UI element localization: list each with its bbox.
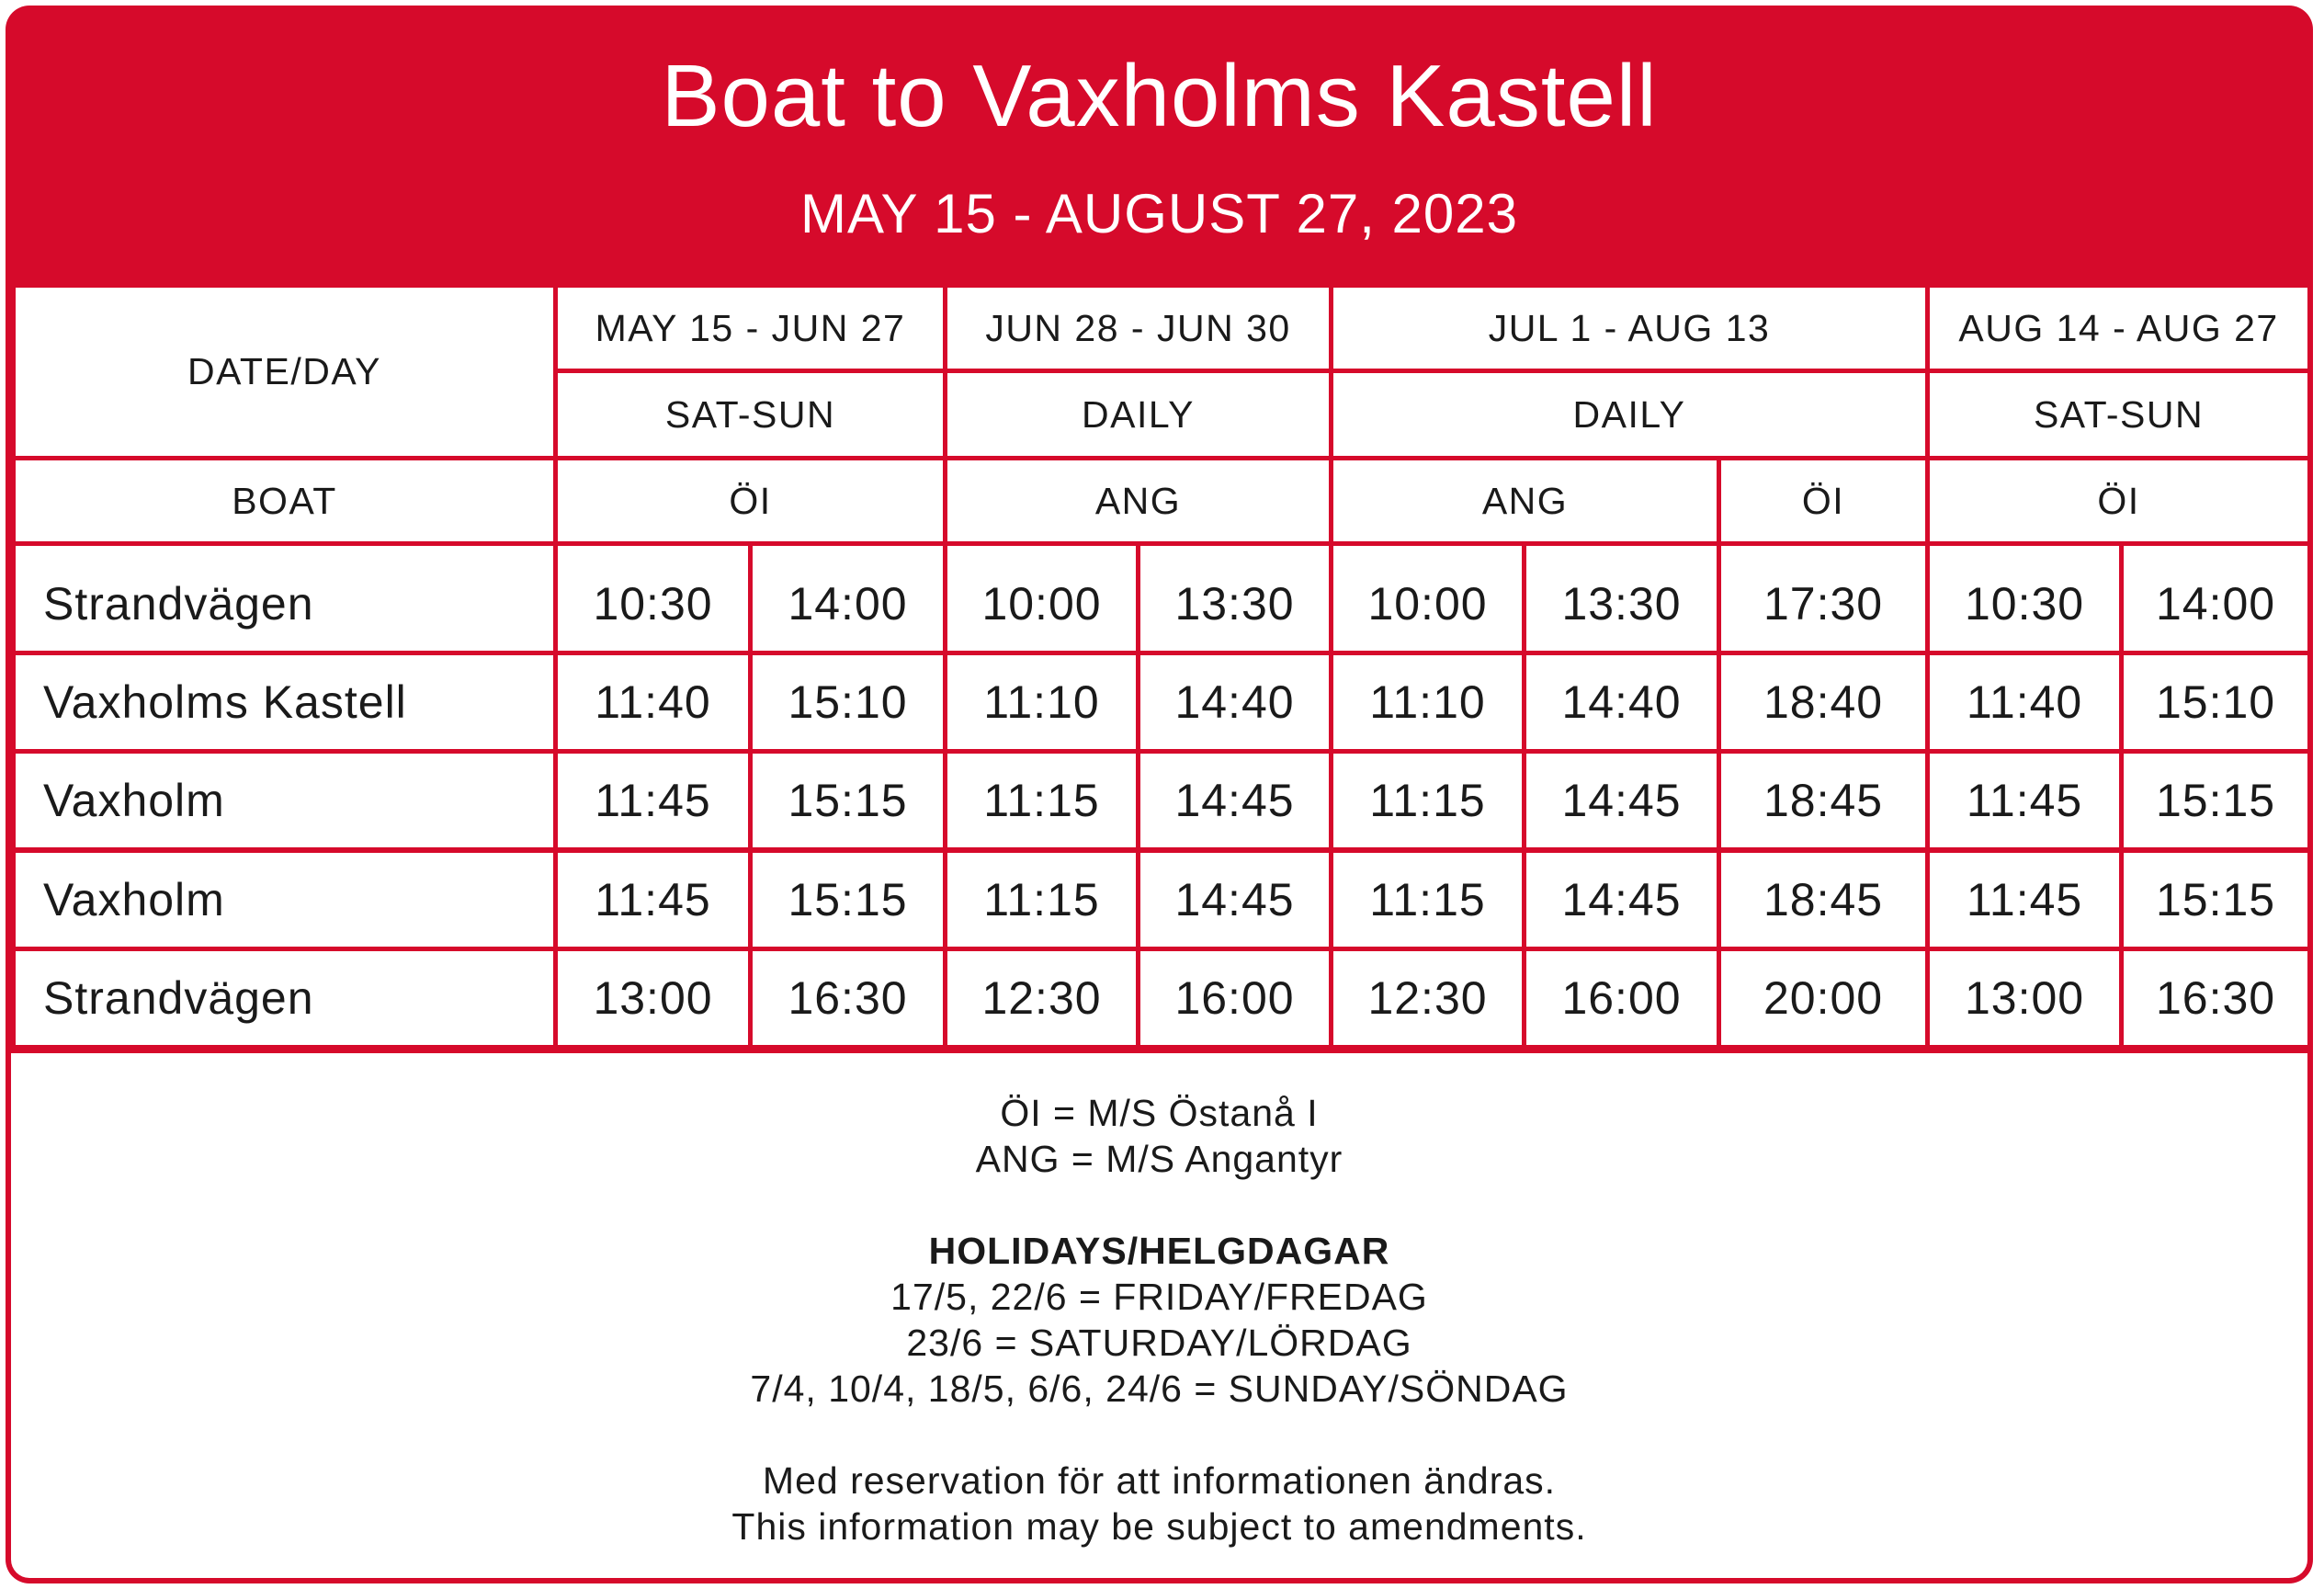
departure-time: 14:45	[1139, 850, 1332, 949]
departure-time: 15:10	[2122, 653, 2310, 752]
timetable-frame	[6, 6, 2313, 1583]
departure-time: 14:40	[1139, 653, 1332, 752]
period-header: MAY 15 - JUN 27	[556, 286, 946, 371]
footer-notes	[11, 1053, 2307, 1578]
departure-time: 11:10	[946, 653, 1139, 752]
departure-time: 17:30	[1719, 544, 1928, 653]
holiday-line: 7/4, 10/4, 18/5, 6/6, 24/6 = SUNDAY/SÖNDAG	[750, 1368, 1569, 1410]
departure-time: 10:30	[1928, 544, 2122, 653]
departure-time: 11:45	[1928, 752, 2122, 851]
departure-time: 11:10	[1332, 653, 1525, 752]
departure-time: 16:30	[751, 949, 946, 1048]
departure-time: 13:30	[1525, 544, 1719, 653]
boat-code: ANG	[946, 459, 1332, 544]
departure-time: 11:15	[1332, 752, 1525, 851]
page-title: Boat to Vaxholms Kastell	[661, 47, 1658, 145]
disclaimer-line: Med reservation för att informationen ändras.	[762, 1459, 1557, 1502]
stop-name: Vaxholm	[14, 850, 556, 949]
days-header: DAILY	[1332, 371, 1928, 459]
departure-time: 18:40	[1719, 653, 1928, 752]
period-header: JUN 28 - JUN 30	[946, 286, 1332, 371]
departure-time: 11:15	[1332, 850, 1525, 949]
departure-time: 15:15	[2122, 850, 2310, 949]
date-day-header: DATE/DAY	[14, 286, 556, 459]
departure-time: 11:15	[946, 850, 1139, 949]
boat-legend	[11, 1090, 2307, 1182]
timetable-row	[14, 850, 2310, 949]
boat-code: ANG	[1332, 459, 1719, 544]
disclaimer-line: This information may be subject to amendments.	[731, 1505, 1587, 1548]
departure-time: 18:45	[1719, 850, 1928, 949]
departure-time: 20:00	[1719, 949, 1928, 1048]
departure-time: 10:00	[946, 544, 1139, 653]
departure-time: 16:00	[1525, 949, 1719, 1048]
stop-name: Strandvägen	[14, 949, 556, 1048]
departure-time: 18:45	[1719, 752, 1928, 851]
departure-time: 14:45	[1139, 752, 1332, 851]
departure-time: 14:40	[1525, 653, 1719, 752]
date-range-subtitle: MAY 15 - AUGUST 27, 2023	[799, 183, 1519, 244]
boat-code: ÖI	[1928, 459, 2310, 544]
departure-time: 14:00	[2122, 544, 2310, 653]
timetable-row	[14, 544, 2310, 653]
departure-time: 10:00	[1332, 544, 1525, 653]
holidays-section	[11, 1228, 2307, 1412]
departure-time: 13:00	[556, 949, 751, 1048]
boat-header: BOAT	[14, 459, 556, 544]
departure-time: 15:15	[751, 850, 946, 949]
timetable-row	[14, 752, 2310, 851]
departure-time: 11:45	[1928, 850, 2122, 949]
departure-time: 14:00	[751, 544, 946, 653]
boat-code: ÖI	[1719, 459, 1928, 544]
holiday-line: 17/5, 22/6 = FRIDAY/FREDAG	[890, 1276, 1428, 1318]
legend-line: ÖI = M/S Östanå I	[1000, 1092, 1319, 1134]
departure-time: 13:30	[1139, 544, 1332, 653]
holidays-heading: HOLIDAYS/HELGDAGAR	[928, 1230, 1390, 1272]
departure-time: 15:15	[2122, 752, 2310, 851]
departure-time: 11:45	[556, 752, 751, 851]
stop-name: Vaxholms Kastell	[14, 653, 556, 752]
timetable	[11, 283, 2312, 1050]
departure-time: 11:40	[1928, 653, 2122, 752]
departure-time: 12:30	[1332, 949, 1525, 1048]
departure-time: 11:15	[946, 752, 1139, 851]
stop-name: Vaxholm	[14, 752, 556, 851]
departure-time: 10:30	[556, 544, 751, 653]
holiday-line: 23/6 = SATURDAY/LÖRDAG	[906, 1322, 1412, 1364]
departure-time: 16:30	[2122, 949, 2310, 1048]
timetable-row	[14, 653, 2310, 752]
departure-time: 13:00	[1928, 949, 2122, 1048]
legend-line: ANG = M/S Angantyr	[975, 1138, 1343, 1180]
departure-time: 11:40	[556, 653, 751, 752]
departure-time: 15:15	[751, 752, 946, 851]
timetable-row	[14, 949, 2310, 1048]
departure-time: 14:45	[1525, 752, 1719, 851]
departure-time: 12:30	[946, 949, 1139, 1048]
days-header: DAILY	[946, 371, 1332, 459]
period-header: JUL 1 - AUG 13	[1332, 286, 1928, 371]
boat-code: ÖI	[556, 459, 946, 544]
departure-time: 11:45	[556, 850, 751, 949]
departure-time: 16:00	[1139, 949, 1332, 1048]
disclaimer	[11, 1458, 2307, 1549]
days-header: SAT-SUN	[1928, 371, 2310, 459]
stop-name: Strandvägen	[14, 544, 556, 653]
departure-time: 14:45	[1525, 850, 1719, 949]
days-header: SAT-SUN	[556, 371, 946, 459]
period-header: AUG 14 - AUG 27	[1928, 286, 2310, 371]
header-banner	[6, 6, 2313, 283]
departure-time: 15:10	[751, 653, 946, 752]
